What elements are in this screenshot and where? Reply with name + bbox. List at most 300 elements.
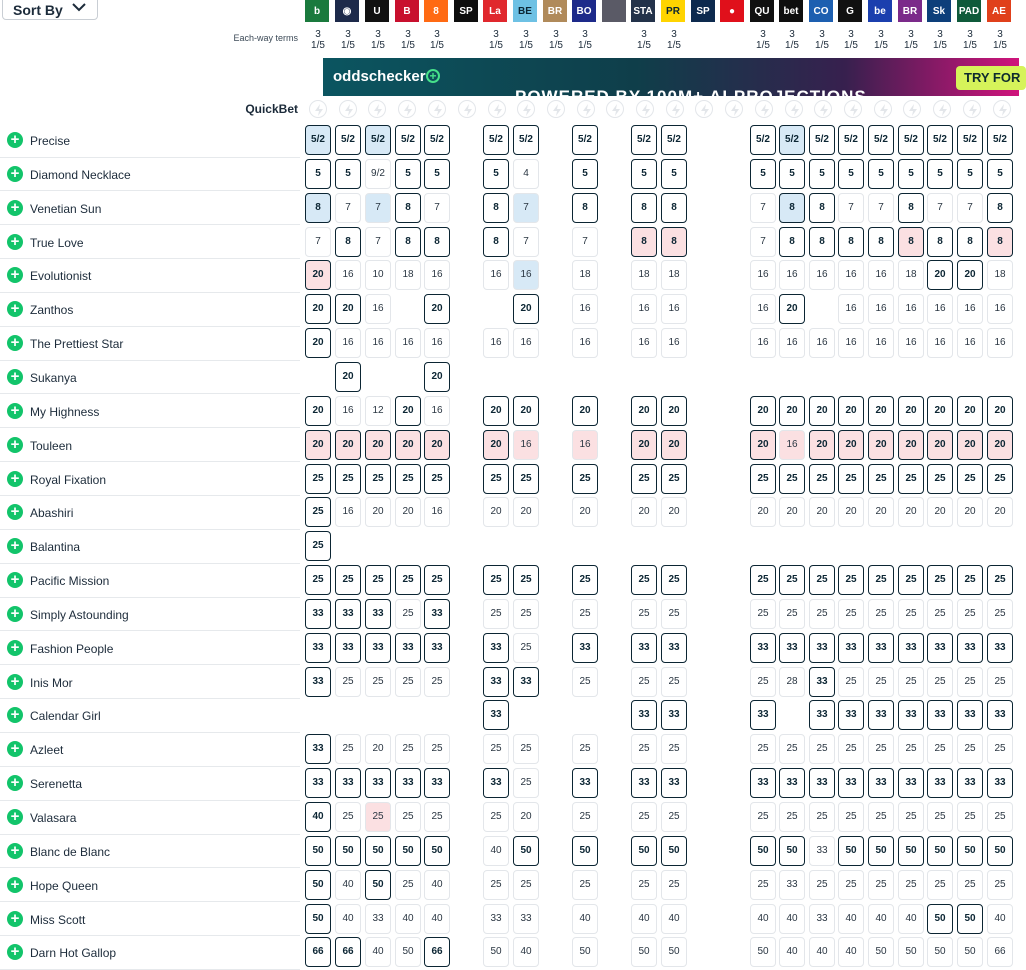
quickbet-lightning-icon[interactable] xyxy=(577,100,595,118)
add-to-betslip-icon[interactable]: + xyxy=(7,741,23,757)
odds-cell[interactable]: 33 xyxy=(957,768,983,798)
odds-cell[interactable]: 8 xyxy=(898,227,924,257)
odds-cell[interactable]: 40 xyxy=(483,836,509,866)
odds-cell[interactable]: 16 xyxy=(513,430,539,460)
bookmaker-logo[interactable]: be xyxy=(868,0,892,22)
odds-cell[interactable]: 8 xyxy=(779,193,805,223)
odds-cell[interactable]: 8 xyxy=(483,193,509,223)
bookmaker-logo[interactable]: PR xyxy=(661,0,685,22)
quickbet-lightning-icon[interactable] xyxy=(695,100,713,118)
odds-cell[interactable]: 50 xyxy=(838,836,864,866)
odds-cell[interactable]: 5 xyxy=(395,159,421,189)
odds-cell[interactable]: 33 xyxy=(424,633,450,663)
odds-cell[interactable]: 50 xyxy=(927,937,953,967)
bookmaker-logo[interactable]: AE xyxy=(987,0,1011,22)
odds-cell[interactable]: 8 xyxy=(957,227,983,257)
odds-cell[interactable]: 20 xyxy=(750,396,776,426)
odds-cell[interactable]: 8 xyxy=(987,227,1013,257)
horse-name[interactable]: The Prettiest Star xyxy=(30,337,124,352)
odds-cell[interactable]: 16 xyxy=(483,328,509,358)
odds-cell[interactable]: 40 xyxy=(779,904,805,934)
odds-cell[interactable]: 25 xyxy=(335,667,361,697)
odds-cell[interactable]: 20 xyxy=(365,430,391,460)
odds-cell[interactable]: 50 xyxy=(957,836,983,866)
odds-cell[interactable]: 40 xyxy=(661,904,687,934)
add-to-betslip-icon[interactable]: + xyxy=(7,843,23,859)
horse-name[interactable]: Hope Queen xyxy=(30,878,99,893)
odds-cell[interactable]: 25 xyxy=(395,599,421,629)
odds-cell[interactable]: 33 xyxy=(513,904,539,934)
horse-name[interactable]: My Highness xyxy=(30,404,100,419)
odds-cell[interactable]: 25 xyxy=(365,565,391,595)
odds-cell[interactable]: 33 xyxy=(305,734,331,764)
try-for-button[interactable]: TRY FOR xyxy=(956,66,1026,90)
odds-cell[interactable]: 5/2 xyxy=(365,125,391,155)
odds-cell[interactable]: 8 xyxy=(868,227,894,257)
bookmaker-logo[interactable]: Sk xyxy=(927,0,951,22)
odds-cell[interactable]: 20 xyxy=(750,497,776,527)
bookmaker-logo[interactable]: La xyxy=(483,0,507,22)
odds-cell[interactable]: 7 xyxy=(513,227,539,257)
quickbet-lightning-icon[interactable] xyxy=(666,100,684,118)
odds-cell[interactable]: 4 xyxy=(513,159,539,189)
odds-cell[interactable]: 20 xyxy=(305,396,331,426)
odds-cell[interactable]: 25 xyxy=(987,599,1013,629)
odds-cell[interactable]: 50 xyxy=(631,937,657,967)
odds-cell[interactable]: 25 xyxy=(898,667,924,697)
odds-cell[interactable]: 25 xyxy=(957,464,983,494)
horse-name[interactable]: Evolutionist xyxy=(30,269,92,284)
odds-cell[interactable]: 16 xyxy=(424,396,450,426)
odds-cell[interactable]: 33 xyxy=(395,768,421,798)
odds-cell[interactable]: 50 xyxy=(424,836,450,866)
odds-cell[interactable]: 50 xyxy=(750,937,776,967)
quickbet-lightning-icon[interactable] xyxy=(339,100,357,118)
bookmaker-logo[interactable]: STA xyxy=(631,0,655,22)
odds-cell[interactable]: 5/2 xyxy=(927,125,953,155)
odds-cell[interactable]: 25 xyxy=(750,802,776,832)
odds-cell[interactable]: 40 xyxy=(779,937,805,967)
odds-cell[interactable]: 40 xyxy=(424,870,450,900)
odds-cell[interactable]: 20 xyxy=(305,328,331,358)
odds-cell[interactable]: 20 xyxy=(779,396,805,426)
odds-cell[interactable]: 16 xyxy=(868,260,894,290)
add-to-betslip-icon[interactable]: + xyxy=(7,403,23,419)
odds-cell[interactable]: 5 xyxy=(572,159,598,189)
odds-cell[interactable]: 5/2 xyxy=(957,125,983,155)
odds-cell[interactable]: 33 xyxy=(513,667,539,697)
quickbet-lightning-icon[interactable] xyxy=(488,100,506,118)
odds-cell[interactable]: 25 xyxy=(809,870,835,900)
odds-cell[interactable]: 25 xyxy=(305,531,331,561)
odds-cell[interactable]: 25 xyxy=(305,565,331,595)
bookmaker-logo[interactable]: B xyxy=(395,0,419,22)
odds-cell[interactable]: 20 xyxy=(483,430,509,460)
odds-cell[interactable]: 33 xyxy=(335,633,361,663)
odds-cell[interactable]: 25 xyxy=(631,734,657,764)
odds-cell[interactable]: 25 xyxy=(868,464,894,494)
odds-cell[interactable]: 33 xyxy=(335,768,361,798)
odds-cell[interactable]: 5 xyxy=(661,159,687,189)
odds-cell[interactable]: 25 xyxy=(572,802,598,832)
horse-name[interactable]: Azleet xyxy=(30,743,64,758)
odds-cell[interactable]: 20 xyxy=(424,362,450,392)
odds-cell[interactable]: 5 xyxy=(305,159,331,189)
odds-cell[interactable]: 25 xyxy=(750,599,776,629)
odds-cell[interactable]: 33 xyxy=(424,768,450,798)
odds-cell[interactable]: 16 xyxy=(335,328,361,358)
odds-cell[interactable]: 50 xyxy=(868,937,894,967)
odds-cell[interactable]: 20 xyxy=(957,396,983,426)
odds-cell[interactable]: 25 xyxy=(750,565,776,595)
odds-cell[interactable]: 5 xyxy=(898,159,924,189)
odds-cell[interactable]: 50 xyxy=(305,836,331,866)
odds-cell[interactable]: 16 xyxy=(927,294,953,324)
odds-cell[interactable]: 50 xyxy=(779,836,805,866)
odds-cell[interactable]: 25 xyxy=(957,667,983,697)
odds-cell[interactable]: 25 xyxy=(809,565,835,595)
odds-cell[interactable]: 5/2 xyxy=(868,125,894,155)
odds-cell[interactable]: 20 xyxy=(661,396,687,426)
odds-cell[interactable]: 20 xyxy=(838,497,864,527)
odds-cell[interactable]: 20 xyxy=(868,396,894,426)
odds-cell[interactable]: 25 xyxy=(335,464,361,494)
odds-cell[interactable]: 5 xyxy=(987,159,1013,189)
horse-name[interactable]: Darn Hot Gallop xyxy=(30,946,117,961)
odds-cell[interactable]: 20 xyxy=(335,430,361,460)
quickbet-lightning-icon[interactable] xyxy=(547,100,565,118)
odds-cell[interactable]: 25 xyxy=(779,565,805,595)
odds-cell[interactable]: 7 xyxy=(365,193,391,223)
odds-cell[interactable]: 25 xyxy=(572,734,598,764)
odds-cell[interactable]: 8 xyxy=(809,193,835,223)
odds-cell[interactable]: 25 xyxy=(424,565,450,595)
odds-cell[interactable]: 25 xyxy=(868,667,894,697)
odds-cell[interactable]: 33 xyxy=(424,599,450,629)
odds-cell[interactable]: 16 xyxy=(957,294,983,324)
odds-cell[interactable]: 25 xyxy=(987,734,1013,764)
horse-name[interactable]: Zanthos xyxy=(30,303,74,318)
odds-cell[interactable]: 25 xyxy=(513,633,539,663)
odds-cell[interactable]: 33 xyxy=(483,700,509,730)
odds-cell[interactable]: 25 xyxy=(335,565,361,595)
add-to-betslip-icon[interactable]: + xyxy=(7,674,23,690)
odds-cell[interactable]: 40 xyxy=(838,904,864,934)
odds-cell[interactable]: 16 xyxy=(661,328,687,358)
odds-cell[interactable]: 50 xyxy=(957,937,983,967)
quickbet-lightning-icon[interactable] xyxy=(844,100,862,118)
horse-name[interactable]: Abashiri xyxy=(30,506,74,521)
odds-cell[interactable]: 20 xyxy=(513,294,539,324)
odds-cell[interactable]: 25 xyxy=(838,565,864,595)
odds-cell[interactable]: 33 xyxy=(779,870,805,900)
odds-cell[interactable]: 16 xyxy=(335,497,361,527)
odds-cell[interactable]: 8 xyxy=(898,193,924,223)
odds-cell[interactable]: 16 xyxy=(838,294,864,324)
promo-banner[interactable] xyxy=(323,58,1021,106)
odds-cell[interactable]: 33 xyxy=(898,633,924,663)
odds-cell[interactable]: 16 xyxy=(661,294,687,324)
horse-name[interactable]: Calendar Girl xyxy=(30,709,101,724)
odds-cell[interactable]: 20 xyxy=(395,430,421,460)
quickbet-lightning-icon[interactable] xyxy=(428,100,446,118)
odds-cell[interactable]: 33 xyxy=(661,633,687,663)
odds-cell[interactable]: 8 xyxy=(335,227,361,257)
odds-cell[interactable]: 16 xyxy=(750,260,776,290)
odds-cell[interactable]: 16 xyxy=(424,260,450,290)
odds-cell[interactable]: 33 xyxy=(809,633,835,663)
odds-cell[interactable]: 25 xyxy=(483,870,509,900)
bookmaker-logo[interactable]: b xyxy=(305,0,329,22)
odds-cell[interactable]: 25 xyxy=(809,734,835,764)
odds-cell[interactable]: 33 xyxy=(661,700,687,730)
odds-cell[interactable]: 20 xyxy=(335,294,361,324)
odds-cell[interactable]: 25 xyxy=(898,599,924,629)
odds-cell[interactable]: 33 xyxy=(809,700,835,730)
horse-name[interactable]: Simply Astounding xyxy=(30,607,129,622)
odds-cell[interactable]: 8 xyxy=(779,227,805,257)
odds-cell[interactable]: 20 xyxy=(957,430,983,460)
odds-cell[interactable]: 33 xyxy=(750,633,776,663)
add-to-betslip-icon[interactable]: + xyxy=(7,640,23,656)
odds-cell[interactable]: 25 xyxy=(483,802,509,832)
odds-cell[interactable]: 7 xyxy=(957,193,983,223)
odds-cell[interactable]: 25 xyxy=(838,464,864,494)
odds-cell[interactable]: 8 xyxy=(395,193,421,223)
odds-cell[interactable]: 25 xyxy=(661,565,687,595)
odds-cell[interactable]: 20 xyxy=(898,396,924,426)
odds-cell[interactable]: 25 xyxy=(365,464,391,494)
odds-cell[interactable]: 20 xyxy=(809,430,835,460)
odds-cell[interactable]: 20 xyxy=(779,497,805,527)
odds-cell[interactable]: 25 xyxy=(424,667,450,697)
odds-cell[interactable]: 25 xyxy=(395,870,421,900)
odds-cell[interactable]: 33 xyxy=(779,768,805,798)
odds-cell[interactable]: 25 xyxy=(395,464,421,494)
odds-cell[interactable]: 16 xyxy=(868,294,894,324)
add-to-betslip-icon[interactable]: + xyxy=(7,335,23,351)
odds-cell[interactable]: 16 xyxy=(868,328,894,358)
quickbet-lightning-icon[interactable] xyxy=(814,100,832,118)
odds-cell[interactable]: 25 xyxy=(779,599,805,629)
odds-cell[interactable]: 5 xyxy=(809,159,835,189)
odds-cell[interactable]: 50 xyxy=(395,836,421,866)
odds-cell[interactable]: 50 xyxy=(661,836,687,866)
add-to-betslip-icon[interactable]: + xyxy=(7,166,23,182)
bookmaker-logo[interactable]: SP xyxy=(454,0,478,22)
odds-cell[interactable]: 25 xyxy=(868,734,894,764)
odds-cell[interactable]: 33 xyxy=(395,633,421,663)
odds-cell[interactable]: 16 xyxy=(898,294,924,324)
odds-cell[interactable]: 5/2 xyxy=(661,125,687,155)
odds-cell[interactable]: 50 xyxy=(927,904,953,934)
odds-cell[interactable]: 25 xyxy=(838,599,864,629)
horse-name[interactable]: True Love xyxy=(30,235,84,250)
quickbet-lightning-icon[interactable] xyxy=(458,100,476,118)
odds-cell[interactable]: 16 xyxy=(927,328,953,358)
odds-cell[interactable]: 50 xyxy=(868,836,894,866)
add-to-betslip-icon[interactable]: + xyxy=(7,707,23,723)
odds-cell[interactable]: 20 xyxy=(513,497,539,527)
odds-cell[interactable]: 50 xyxy=(572,836,598,866)
horse-name[interactable]: Royal Fixation xyxy=(30,472,107,487)
quickbet-lightning-icon[interactable] xyxy=(874,100,892,118)
odds-cell[interactable]: 50 xyxy=(927,836,953,866)
add-to-betslip-icon[interactable]: + xyxy=(7,775,23,791)
odds-cell[interactable]: 50 xyxy=(987,836,1013,866)
odds-cell[interactable]: 33 xyxy=(838,633,864,663)
odds-cell[interactable]: 33 xyxy=(809,836,835,866)
odds-cell[interactable]: 25 xyxy=(927,870,953,900)
bookmaker-logo[interactable]: PAD xyxy=(957,0,981,22)
odds-cell[interactable]: 16 xyxy=(395,328,421,358)
odds-cell[interactable]: 40 xyxy=(838,937,864,967)
odds-cell[interactable]: 16 xyxy=(365,328,391,358)
odds-cell[interactable]: 8 xyxy=(661,193,687,223)
bookmaker-logo[interactable]: QU xyxy=(750,0,774,22)
quickbet-lightning-icon[interactable] xyxy=(993,100,1011,118)
add-to-betslip-icon[interactable]: + xyxy=(7,572,23,588)
odds-cell[interactable]: 50 xyxy=(335,836,361,866)
odds-cell[interactable]: 5 xyxy=(424,159,450,189)
odds-cell[interactable]: 16 xyxy=(838,328,864,358)
odds-cell[interactable]: 25 xyxy=(957,734,983,764)
odds-cell[interactable]: 25 xyxy=(513,768,539,798)
odds-cell[interactable]: 16 xyxy=(838,260,864,290)
horse-name[interactable]: Sukanya xyxy=(30,370,77,385)
odds-cell[interactable]: 25 xyxy=(395,734,421,764)
horse-name[interactable]: Fashion People xyxy=(30,641,114,656)
odds-cell[interactable]: 8 xyxy=(424,227,450,257)
odds-cell[interactable]: 33 xyxy=(809,768,835,798)
odds-cell[interactable]: 18 xyxy=(987,260,1013,290)
odds-cell[interactable]: 20 xyxy=(424,294,450,324)
odds-cell[interactable]: 33 xyxy=(927,700,953,730)
odds-cell[interactable]: 20 xyxy=(631,497,657,527)
odds-cell[interactable]: 66 xyxy=(987,937,1013,967)
odds-cell[interactable]: 33 xyxy=(809,667,835,697)
odds-cell[interactable]: 25 xyxy=(809,464,835,494)
horse-name[interactable]: Valasara xyxy=(30,811,77,825)
odds-cell[interactable]: 40 xyxy=(424,904,450,934)
odds-cell[interactable]: 25 xyxy=(365,802,391,832)
odds-cell[interactable]: 20 xyxy=(809,396,835,426)
odds-cell[interactable]: 50 xyxy=(483,937,509,967)
odds-cell[interactable]: 33 xyxy=(365,904,391,934)
odds-cell[interactable]: 40 xyxy=(513,937,539,967)
odds-cell[interactable]: 25 xyxy=(838,870,864,900)
odds-cell[interactable]: 40 xyxy=(898,904,924,934)
odds-cell[interactable]: 25 xyxy=(779,734,805,764)
odds-cell[interactable]: 33 xyxy=(868,633,894,663)
odds-cell[interactable]: 16 xyxy=(483,260,509,290)
quickbet-lightning-icon[interactable] xyxy=(636,100,654,118)
bookmaker-logo[interactable]: SP xyxy=(691,0,715,22)
odds-cell[interactable]: 25 xyxy=(927,599,953,629)
odds-cell[interactable]: 40 xyxy=(335,870,361,900)
odds-cell[interactable]: 50 xyxy=(661,937,687,967)
odds-cell[interactable]: 16 xyxy=(779,430,805,460)
odds-cell[interactable]: 25 xyxy=(898,802,924,832)
odds-cell[interactable]: 25 xyxy=(513,734,539,764)
odds-cell[interactable]: 33 xyxy=(779,633,805,663)
odds-cell[interactable]: 20 xyxy=(513,802,539,832)
odds-cell[interactable]: 20 xyxy=(868,430,894,460)
odds-cell[interactable]: 25 xyxy=(631,870,657,900)
odds-cell[interactable]: 25 xyxy=(483,464,509,494)
odds-cell[interactable]: 5 xyxy=(750,159,776,189)
bookmaker-logo[interactable]: bet xyxy=(779,0,803,22)
odds-cell[interactable]: 5/2 xyxy=(483,125,509,155)
odds-cell[interactable]: 5 xyxy=(631,159,657,189)
quickbet-lightning-icon[interactable] xyxy=(368,100,386,118)
odds-cell[interactable]: 50 xyxy=(395,937,421,967)
odds-cell[interactable]: 5/2 xyxy=(395,125,421,155)
odds-cell[interactable]: 20 xyxy=(898,497,924,527)
odds-cell[interactable]: 7 xyxy=(513,193,539,223)
odds-cell[interactable]: 20 xyxy=(661,430,687,460)
odds-cell[interactable]: 25 xyxy=(868,870,894,900)
odds-cell[interactable]: 8 xyxy=(572,193,598,223)
odds-cell[interactable]: 25 xyxy=(898,565,924,595)
odds-cell[interactable]: 16 xyxy=(809,260,835,290)
odds-cell[interactable]: 8 xyxy=(483,227,509,257)
odds-cell[interactable]: 16 xyxy=(987,294,1013,324)
add-to-betslip-icon[interactable]: + xyxy=(7,504,23,520)
odds-cell[interactable]: 25 xyxy=(483,734,509,764)
horse-name[interactable]: Blanc de Blanc xyxy=(30,844,111,859)
odds-cell[interactable]: 7 xyxy=(750,227,776,257)
odds-cell[interactable]: 16 xyxy=(898,328,924,358)
odds-cell[interactable]: 33 xyxy=(661,768,687,798)
odds-cell[interactable]: 16 xyxy=(809,328,835,358)
odds-cell[interactable]: 20 xyxy=(365,497,391,527)
odds-cell[interactable]: 25 xyxy=(868,565,894,595)
odds-cell[interactable]: 5/2 xyxy=(809,125,835,155)
odds-cell[interactable]: 18 xyxy=(661,260,687,290)
odds-cell[interactable]: 33 xyxy=(631,633,657,663)
add-to-betslip-icon[interactable]: + xyxy=(7,809,23,825)
odds-cell[interactable]: 20 xyxy=(483,497,509,527)
odds-cell[interactable]: 25 xyxy=(838,734,864,764)
odds-cell[interactable]: 25 xyxy=(750,667,776,697)
horse-name[interactable]: Serenetta xyxy=(30,777,83,792)
odds-cell[interactable]: 25 xyxy=(750,734,776,764)
odds-cell[interactable]: 16 xyxy=(750,294,776,324)
odds-cell[interactable]: 25 xyxy=(927,464,953,494)
odds-cell[interactable]: 25 xyxy=(661,599,687,629)
quickbet-lightning-icon[interactable] xyxy=(903,100,921,118)
odds-cell[interactable]: 33 xyxy=(750,700,776,730)
horse-name[interactable]: Diamond Necklace xyxy=(30,167,131,182)
odds-cell[interactable]: 25 xyxy=(305,497,331,527)
horse-name[interactable]: Inis Mor xyxy=(30,675,73,690)
odds-cell[interactable]: 33 xyxy=(305,768,331,798)
odds-cell[interactable]: 5/2 xyxy=(838,125,864,155)
odds-cell[interactable]: 5/2 xyxy=(631,125,657,155)
odds-cell[interactable]: 50 xyxy=(750,836,776,866)
odds-cell[interactable]: 25 xyxy=(335,734,361,764)
odds-cell[interactable]: 20 xyxy=(957,497,983,527)
odds-cell[interactable]: 25 xyxy=(987,870,1013,900)
odds-cell[interactable]: 40 xyxy=(750,904,776,934)
bookmaker-logo[interactable]: U xyxy=(365,0,389,22)
odds-cell[interactable]: 25 xyxy=(572,464,598,494)
odds-cell[interactable]: 16 xyxy=(631,328,657,358)
odds-cell[interactable]: 20 xyxy=(898,430,924,460)
odds-cell[interactable]: 16 xyxy=(424,328,450,358)
odds-cell[interactable]: 33 xyxy=(809,904,835,934)
